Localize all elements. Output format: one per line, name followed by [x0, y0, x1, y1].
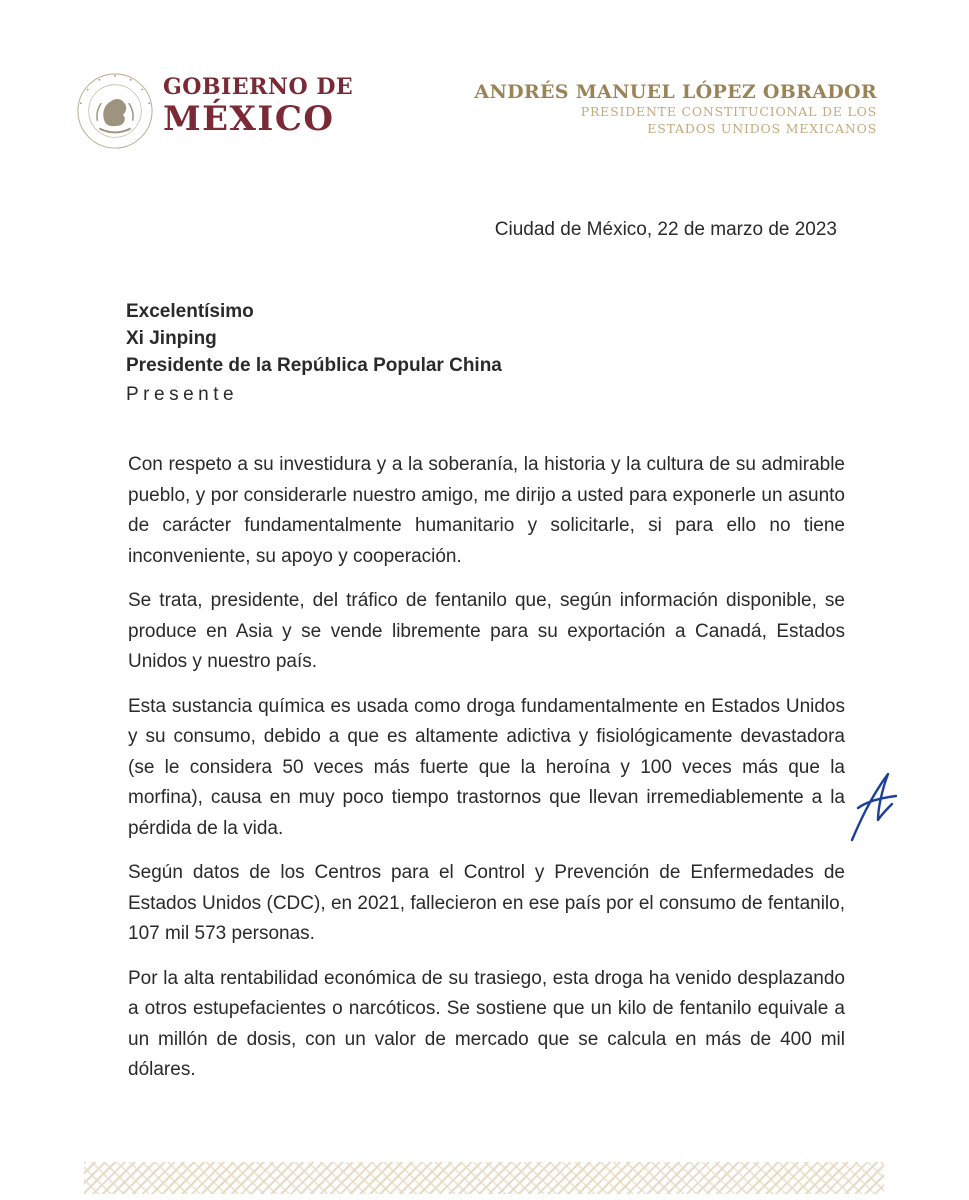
gov-wordmark-line2: MÉXICO — [163, 99, 335, 139]
paragraph: Según datos de los Centros para el Control y Prevención de Enfermedades de Estados Unidos (CDC), en 2021, fallecieron en ese país por el consumo de fentanilo, 107 mil 573 personas. — [128, 862, 845, 944]
president-letterhead — [474, 83, 877, 135]
paragraph: Con respeto a su investidura y a la soberanía, la historia y la cultura de su admirable pueblo, y por considerarle nuestro amigo, me dirijo a usted para exponerle un asunto de carácter fundamentalmente humanitario y solicitarle, si para ello no tiene inconveniente, su apoyo y cooperación. — [128, 454, 845, 567]
paragraph: Esta sustancia química es usada como droga fundamentalmente en Estados Unidos y su consumo, debido a que es altamente adictiva y fisiológicamente devastadora (se le considera 50 veces más fuerte que la heroína y 100 veces más que la morfina), causa en muy poco tiempo trastornos que llevan irremediablemente a la pérdida de la vida. — [128, 695, 845, 839]
presente-line: Presente — [126, 384, 239, 405]
letter-body — [128, 450, 845, 1100]
letter-date: Ciudad de México, 22 de marzo de 2023 — [494, 219, 837, 240]
footer-decorative-band — [84, 1162, 884, 1194]
paragraph: Por la alta rentabilidad económica de su trasiego, esta droga ha venido desplazando a otros estupefacientes o narcóticos. Se sostiene que un kilo de fentanilo equivale a un millón de dosis, con un valor de mercado que se calcula en más de 400 mil dólares. — [128, 967, 845, 1080]
recipient-title: Presidente de la República Popular China — [126, 355, 502, 376]
president-title-line2: ESTADOS UNIDOS MEXICANOS — [647, 120, 877, 136]
coat-of-arms-seal-icon — [76, 72, 154, 150]
president-title-line1: PRESIDENTE CONSTITUCIONAL DE LOS — [580, 104, 877, 119]
handwritten-initial-mark — [848, 768, 900, 844]
government-logo-wordmark — [163, 74, 354, 139]
president-name: ANDRÉS MANUEL LÓPEZ OBRADOR — [474, 81, 877, 103]
recipient-address-block — [126, 298, 502, 408]
recipient-name: Xi Jinping — [126, 328, 217, 349]
salutation: Excelentísimo — [126, 301, 254, 322]
gov-wordmark-line1: GOBIERNO DE — [163, 74, 354, 100]
paragraph: Se trata, presidente, del tráfico de fentanilo que, según información disponible, se produce en Asia y se vende libremente para su exportación a Canadá, Estados Unidos y nuestro país. — [128, 590, 845, 672]
